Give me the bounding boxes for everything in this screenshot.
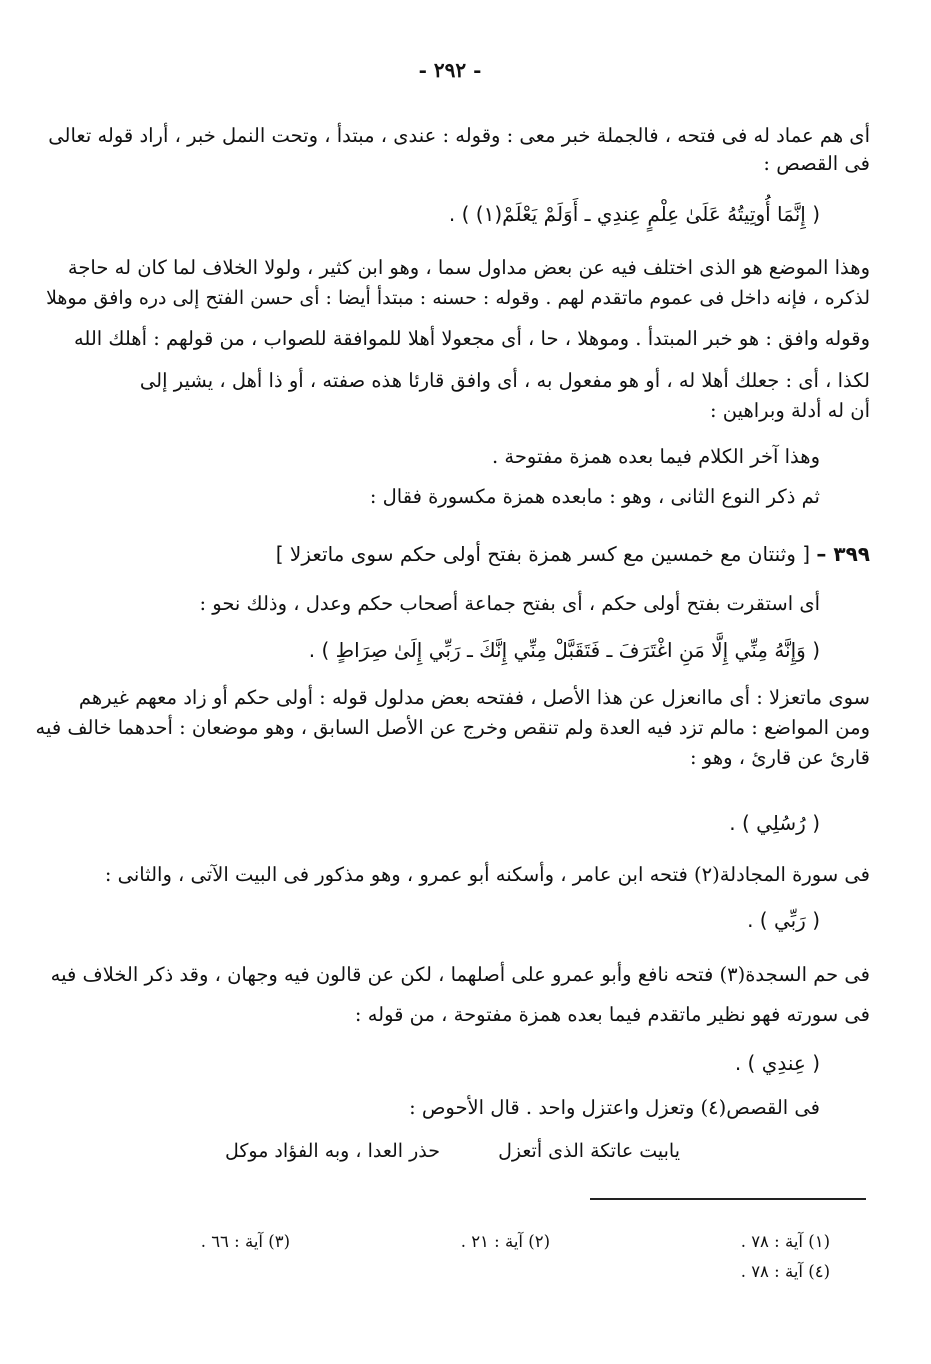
text-line: فى سورة المجادلة(٢) فتحه ابن عامر ، وأسكنه أبو عمرو ، وهو مذكور فى البيت الآتى ، والثانى : bbox=[104, 863, 870, 886]
text-line: أى هم عماد له فى فتحه ، فالجملة خبر معى : وقوله : عندى ، مبتدأ ، وتحت النمل خبر ، أراد قوله تعالى bbox=[48, 124, 870, 147]
footnote: (٤) آية : ٧٨ . bbox=[740, 1262, 830, 1281]
poem-hemistich-first: يابيت عاتكة الذى أتعزل bbox=[498, 1140, 680, 1162]
quran-quote: ( عِندِي ) . bbox=[734, 1051, 820, 1075]
verse-text: [ وثنتان مع خمسين مع كسر همزة بفتح أولى حكم سوى ماتعزلا ] bbox=[275, 542, 811, 566]
quran-quote: ( رَبِّي ) . bbox=[747, 908, 820, 932]
text-line: ومن المواضع : مالم تزد فيه العدة ولم تنقص وخرج عن الأصل السابق ، وهو موضعان : أحدهما خالف فيه bbox=[35, 716, 870, 739]
quran-quote: ( وَإِنَّهُ مِنِّي إِلَّا مَنِ اغْتَرَفَ ـ فَتَقَبَّلْ مِنِّي إِنَّكَ ـ رَبِّي إِلَىٰ صِرَاطٍ ) . bbox=[308, 638, 820, 662]
text-line: وهذا الموضع هو الذى اختلف فيه عن بعض مداول سما ، وهو ابن كثير ، ولولا الخلاف لما كان له حاجة bbox=[67, 256, 870, 279]
text-line: أن له أدلة وبراهين : bbox=[709, 399, 870, 422]
quran-quote: ( رُسُلِي ) . bbox=[729, 811, 820, 835]
text-line: فى القصص(٤) وتعزل واعتزل واحد . قال الأحوص : bbox=[409, 1096, 820, 1119]
text-line: قارئ عن قارئ ، وهو : bbox=[690, 746, 870, 769]
footnote-divider bbox=[590, 1198, 866, 1200]
text-line: سوى ماتعزلا : أى ماانعزل عن هذا الأصل ، ففتحه بعض مدلول قوله : أولى حكم أو زاد معهم غيرهم bbox=[78, 686, 870, 709]
text-line: وهذا آخر الكلام فيما بعده همزة مفتوحة . bbox=[491, 445, 820, 468]
footnote: (٢) آية : ٢١ . bbox=[460, 1232, 550, 1251]
footnote: (٣) آية : ٦٦ . bbox=[200, 1232, 290, 1251]
text-line: وقوله وافق : هو خبر المبتدأ . وموهلا ، حا ، أى مجعولا أهلا للموافقة للصواب ، من قولهم : أهلك الله bbox=[73, 327, 870, 350]
page-number: - ٢٩٢ - bbox=[418, 58, 482, 82]
quran-quote: ( إِنَّمَا أُوتِيتُهُ عَلَىٰ عِلْمٍ عِندِي ـ أَوَلَمْ يَعْلَمْ(١) ) . bbox=[448, 202, 820, 226]
text-line: لكذا ، أى : جعلك أهلا له ، أو هو مفعول به ، أى وافق قارئا هذه صفته ، أو ذا أهل ، يشير إلى bbox=[139, 369, 870, 392]
footnote: (١) آية : ٧٨ . bbox=[740, 1232, 830, 1251]
text-line: أى استقرت بفتح أولى حكم ، أى بفتح جماعة أصحاب حكم وعدل ، وذلك نحو : bbox=[199, 592, 820, 615]
text-line: لذكره ، فإنه داخل فى عموم ماتقدم لهم . وقوله : حسنه : مبتدأ أيضا : أى حسن الفتح إلى دره وافق موهلا bbox=[46, 287, 870, 309]
text-line: فى القصص : bbox=[763, 152, 870, 175]
text-line: فى حم السجدة(٣) فتحه نافع وأبو عمرو على أصلهما ، لكن عن قالون فيه وجهان ، وقد ذكر الخلاف فيه bbox=[50, 963, 870, 986]
document-page bbox=[30, 40, 870, 1330]
poem-hemistich-second: حذر العدا ، وبه الفؤاد موكل bbox=[224, 1140, 440, 1162]
text-line: فى سورته فهو نظير ماتقدم فيما بعده همزة مفتوحة ، من قوله : bbox=[354, 1003, 870, 1026]
text-line: ثم ذكر النوع الثانى ، وهو : مابعده همزة مكسورة فقال : bbox=[369, 485, 820, 508]
verse-number: ٣٩٩ – bbox=[816, 542, 870, 566]
poem-verse bbox=[276, 540, 870, 568]
